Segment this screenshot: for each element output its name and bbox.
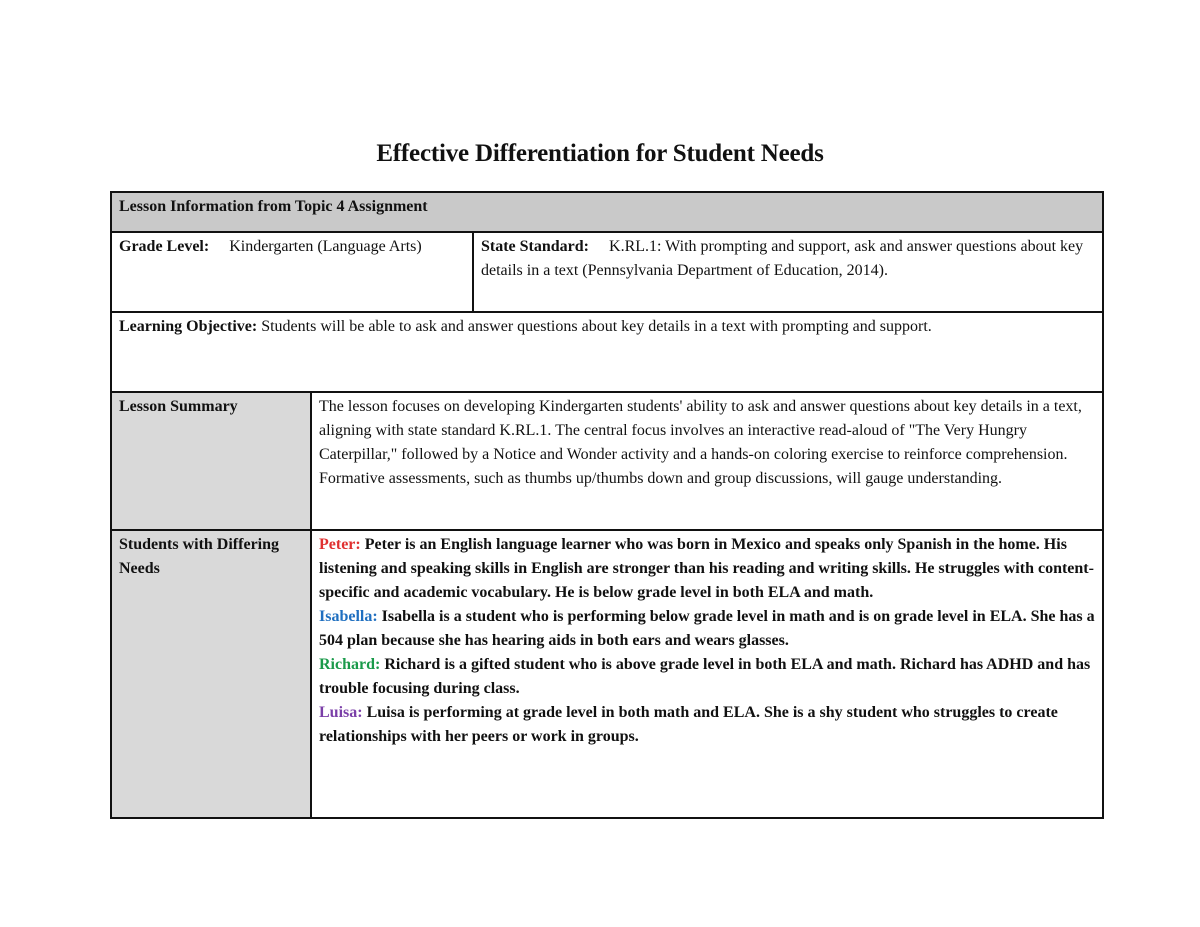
lesson-table [110, 191, 1104, 819]
grade-level-label: Grade Level: [119, 238, 210, 255]
state-standard-value: K.RL.1: With prompting and support, ask and answer questions about key details in a text (Pennsylvania Department of Education, 2014). [481, 238, 1084, 279]
student-description-luisa: Luisa is performing at grade level in both math and ELA. She is a shy student who struggles to create relationships with her peers or work in groups. [319, 704, 1058, 745]
grade-standard-row [111, 232, 1103, 312]
student-name-peter: Peter: [319, 536, 361, 553]
students-row [111, 530, 1103, 818]
students-cell [311, 530, 1103, 818]
student-name-richard: Richard: [319, 656, 381, 673]
student-description-isabella: Isabella is a student who is performing below grade level in math and is on grade level in ELA. She has a 504 plan because she has hearing aids in both ears and wears glasses. [319, 608, 1095, 649]
state-standard-label: State Standard: [481, 238, 590, 255]
lesson-summary-label-cell [111, 392, 311, 530]
learning-objective-cell [111, 312, 1103, 392]
student-entry-richard [319, 653, 1095, 701]
table-header: Lesson Information from Topic 4 Assignment [111, 192, 1103, 232]
students-label-cell [111, 530, 311, 818]
lesson-summary-row [111, 392, 1103, 530]
student-entry-isabella [319, 605, 1095, 653]
student-entry-peter [319, 533, 1095, 605]
student-description-richard: Richard is a gifted student who is above grade level in both ELA and math. Richard has ADHD and has trouble focusing during class. [319, 656, 1091, 697]
grade-level-value: Kindergarten (Language Arts) [229, 238, 422, 255]
state-standard-cell [473, 232, 1103, 312]
students-label: Students with Differing Needs [119, 536, 280, 577]
student-description-peter: Peter is an English language learner who was born in Mexico and speaks only Spanish in the home. His listening and speaking skills in English are stronger than his reading and writing skills. He struggles with content-specific and academic vocabulary. He is below grade level in both ELA and math. [319, 536, 1094, 601]
table-header-row [111, 192, 1103, 232]
lesson-summary-value: The lesson focuses on developing Kindergarten students' ability to ask and answer questions about key details in a text, aligning with state standard K.RL.1. The central focus involves an interactive read-aloud of "The Very Hungry Caterpillar," followed by a Notice and Wonder activity and a hands-on coloring exercise to reinforce comprehension. Formative assessments, such as thumbs up/thumbs down and group discussions, will gauge understanding. [319, 398, 1082, 487]
learning-objective-row [111, 312, 1103, 392]
student-name-isabella: Isabella: [319, 608, 378, 625]
lesson-summary-cell [311, 392, 1103, 530]
student-name-luisa: Luisa: [319, 704, 363, 721]
learning-objective-label: Learning Objective: [119, 318, 258, 335]
page-title: Effective Differentiation for Student Needs [376, 140, 824, 167]
student-entry-luisa [319, 701, 1095, 749]
learning-objective-value: Students will be able to ask and answer questions about key details in a text with prompting and support. [261, 318, 932, 335]
grade-level-cell [111, 232, 473, 312]
lesson-summary-label: Lesson Summary [119, 398, 238, 415]
